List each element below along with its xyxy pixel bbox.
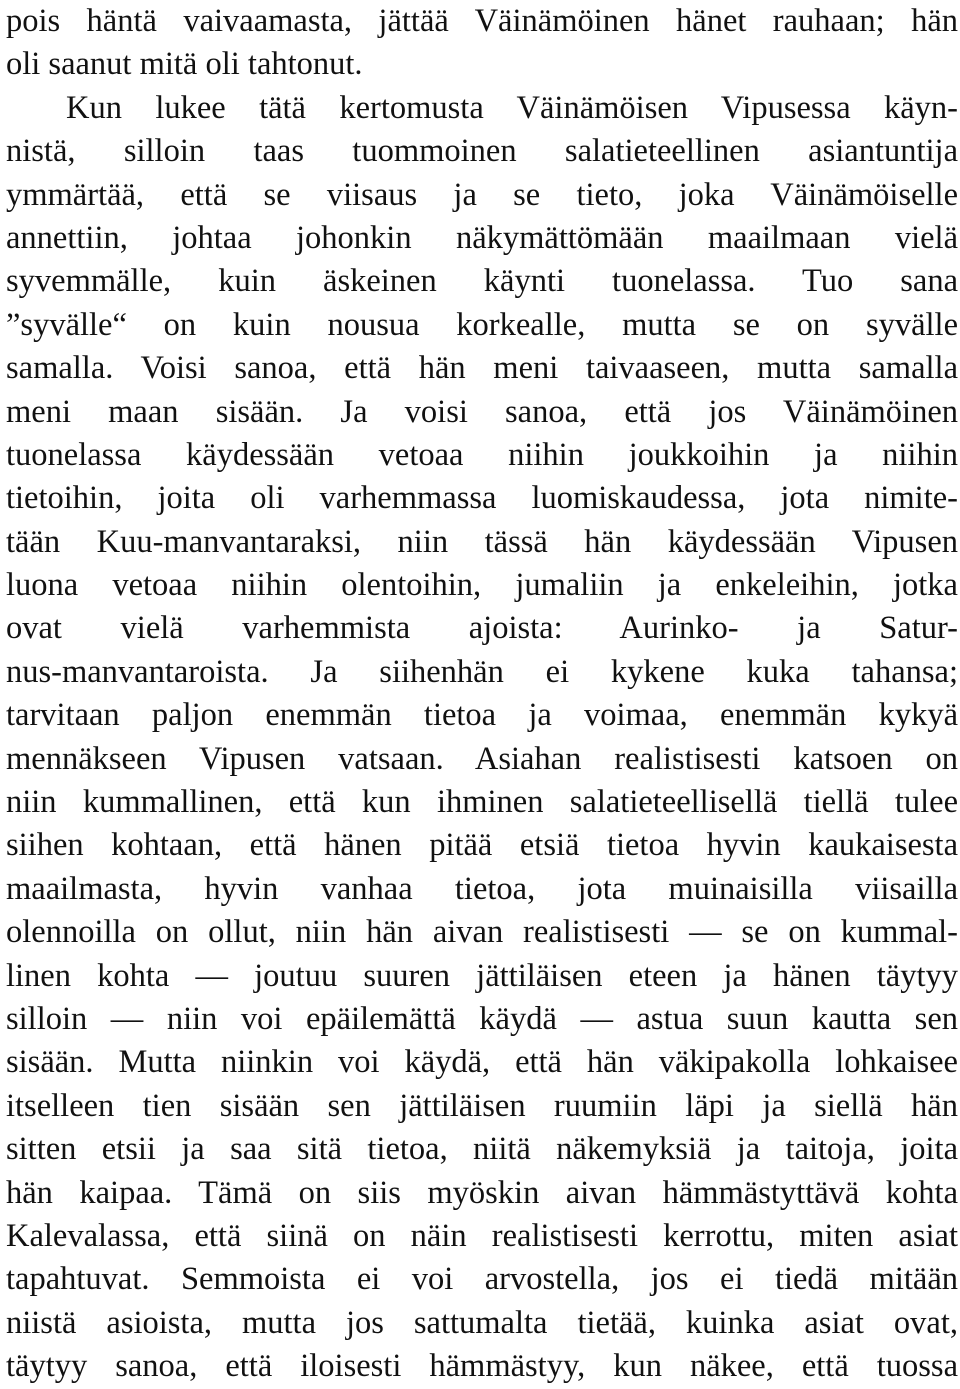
text-line-3: Kun lukee tätä kertomusta Väinämöisen Vipusessa käyn- xyxy=(66,89,958,126)
text-line-23: linen kohta — joutuu suuren jättiläisen eteen ja hänen täytyy xyxy=(6,957,958,994)
document-page xyxy=(6,0,958,1389)
text-line-11: tuonelassa käydessään vetoaa niihin joukkoihin ja niihin xyxy=(6,436,958,473)
text-line-1: pois häntä vaivaamasta, jättää Väinämöinen hänet rauhaan; hän xyxy=(6,3,958,39)
text-line-2: oli saanut mitä oli tahtonut. xyxy=(6,46,363,83)
text-line-27: sitten etsii ja saa sitä tietoa, niitä näkemyksiä ja taitoja, joita xyxy=(6,1131,958,1168)
text-line-20: siihen kohtaan, että hänen pitää etsiä tietoa hyvin kaukaisesta xyxy=(6,827,958,864)
text-line-25: sisään. Mutta niinkin voi käydä, että hän väkipakolla lohkaisee xyxy=(6,1044,958,1081)
text-line-28: hän kaipaa. Tämä on siis myöskin aivan hämmästyttävä kohta xyxy=(6,1174,958,1211)
text-line-10: meni maan sisään. Ja voisi sanoa, että jos Väinämöinen xyxy=(6,393,958,430)
text-line-6: annettiin, johtaa johonkin näkymättömään maailmaan vielä xyxy=(6,219,958,256)
text-line-5: ymmärtää, että se viisaus ja se tieto, joka Väinämöiselle xyxy=(6,176,958,213)
text-line-14: luona vetoaa niihin olentoihin, jumaliin ja enkeleihin, jotka xyxy=(6,567,958,604)
text-line-22: olennoilla on ollut, niin hän aivan realistisesti — se on kummal- xyxy=(6,914,958,951)
text-line-19: niin kummallinen, että kun ihminen salatieteellisellä tiellä tulee xyxy=(6,784,958,821)
text-line-32: täytyy sanoa, että iloisesti hämmästyy, kun näkee, että tuossa xyxy=(6,1348,958,1385)
text-line-4: nistä, silloin taas tuommoinen salatieteellinen asiantuntija xyxy=(6,133,958,170)
text-line-21: maailmasta, hyvin vanhaa tietoa, jota muinaisilla viisailla xyxy=(6,870,958,907)
text-line-24: silloin — niin voi epäilemättä käydä — astua suun kautta sen xyxy=(6,1000,958,1037)
text-line-26: itselleen tien sisään sen jättiläisen ruumiin läpi ja siellä hän xyxy=(6,1087,958,1124)
text-line-12: tietoihin, joita oli varhemmassa luomiskaudessa, jota nimite- xyxy=(6,480,958,517)
text-line-17: tarvitaan paljon enemmän tietoa ja voimaa, enemmän kykyä xyxy=(6,697,958,734)
text-line-8: ”syvälle“ on kuin nousua korkealle, mutta se on syvälle xyxy=(6,306,958,343)
text-line-31: niistä asioista, mutta jos sattumalta tietää, kuinka asiat ovat, xyxy=(6,1304,958,1341)
text-line-30: tapahtuvat. Semmoista ei voi arvostella, jos ei tiedä mitään xyxy=(6,1261,958,1298)
text-line-18: mennäkseen Vipusen vatsaan. Asiahan realistisesti katsoen on xyxy=(6,740,958,777)
text-line-16: nus-manvantaroista. Ja siihenhän ei kykene kuka tahansa; xyxy=(6,653,958,690)
text-line-13: tään Kuu-manvantaraksi, niin tässä hän käydessään Vipusen xyxy=(6,523,958,560)
text-line-9: samalla. Voisi sanoa, että hän meni taivaaseen, mutta samalla xyxy=(6,350,958,387)
text-line-15: ovat vielä varhemmista ajoista: Aurinko- ja Satur- xyxy=(6,610,958,647)
text-line-7: syvemmälle, kuin äskeinen käynti tuonelassa. Tuo sana xyxy=(6,263,958,300)
text-line-29: Kalevalassa, että siinä on näin realistisesti kerrottu, miten asiat xyxy=(6,1217,958,1254)
